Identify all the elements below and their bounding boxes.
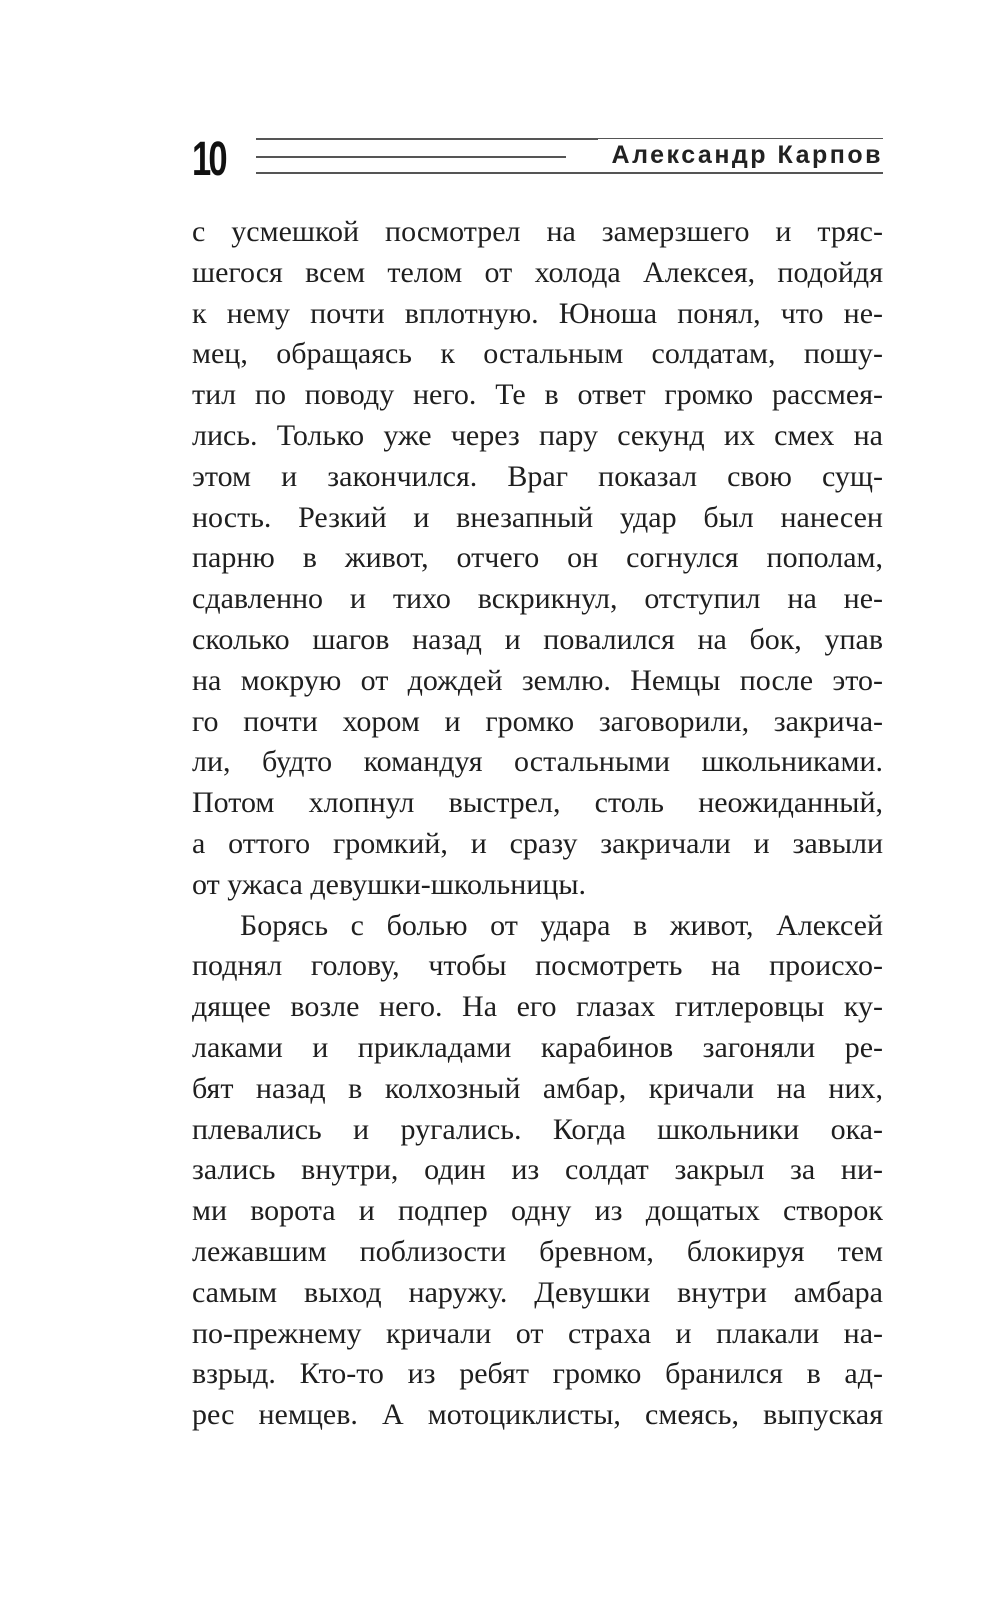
text-line: зались внутри, один из солдат закрыл за ни- xyxy=(192,1153,883,1187)
page-number: 10 xyxy=(192,133,225,186)
text-line: плевались и ругались. Когда школьники ока- xyxy=(192,1112,883,1146)
text-line: тил по поводу него. Те в ответ громко рассмея- xyxy=(192,378,883,412)
text-line: самым выход наружу. Девушки внутри амбара xyxy=(192,1275,883,1309)
text-line: дящее возле него. На его глазах гитлеровцы ку- xyxy=(192,990,883,1024)
text-line: го почти хором и громко заговорили, закрича- xyxy=(192,704,883,738)
text-line: лись. Только уже через пару секунд их смех на xyxy=(192,418,883,452)
text-line: бят назад в колхозный амбар, кричали на них, xyxy=(192,1071,883,1105)
text-line: этом и закончился. Враг показал свою сущ- xyxy=(192,459,883,493)
text-line: взрыд. Кто-то из ребят громко бранился в ад- xyxy=(192,1357,883,1391)
body-text xyxy=(192,212,883,1436)
paragraph-1 xyxy=(192,212,883,906)
author-name: Александр Карпов xyxy=(598,139,883,171)
text-line: с усмешкой посмотрел на замерзшего и тряс- xyxy=(192,215,883,248)
text-line: Борясь с болью от удара в живот, Алексей xyxy=(240,908,883,942)
text-line: мец, обращаясь к остальным солдатам, пошу- xyxy=(192,337,883,371)
text-line: к нему почти вплотную. Юноша понял, что не- xyxy=(192,296,883,330)
paragraph-2 xyxy=(192,906,883,1436)
text-line: сдавленно и тихо вскрикнул, отступил на не- xyxy=(192,582,883,616)
text-line: ность. Резкий и внезапный удар был нанесен xyxy=(192,500,883,534)
text-line: парню в живот, отчего он согнулся пополам, xyxy=(192,541,883,575)
text-line: ми ворота и подпер одну из дощатых створок xyxy=(192,1194,883,1228)
text-line: поднял голову, чтобы посмотреть на происхо- xyxy=(192,949,883,983)
text-line: от ужаса девушки-школьницы. xyxy=(192,867,587,901)
text-line: по-прежнему кричали от страха и плакали на- xyxy=(192,1316,883,1350)
header-rule-middle xyxy=(256,156,566,158)
text-line: шегося всем телом от холода Алексея, подойдя xyxy=(192,255,883,289)
text-line: лежавшим поблизости бревном, блокируя тем xyxy=(192,1234,883,1268)
text-line: ли, будто командуя остальными школьниками. xyxy=(192,745,883,779)
text-line: лаками и прикладами карабинов загоняли ре- xyxy=(192,1030,883,1064)
text-line: сколько шагов назад и повалился на бок, упав xyxy=(192,622,883,656)
header-rule-bottom xyxy=(256,172,883,174)
text-line: на мокрую от дождей землю. Немцы после это- xyxy=(192,663,883,697)
text-line: рес немцев. А мотоциклисты, смеясь, выпуская xyxy=(192,1398,883,1432)
text-line: Потом хлопнул выстрел, столь неожиданный, xyxy=(192,786,883,820)
text-line: а оттого громкий, и сразу закричали и завыли xyxy=(192,826,883,860)
running-header xyxy=(192,132,883,184)
